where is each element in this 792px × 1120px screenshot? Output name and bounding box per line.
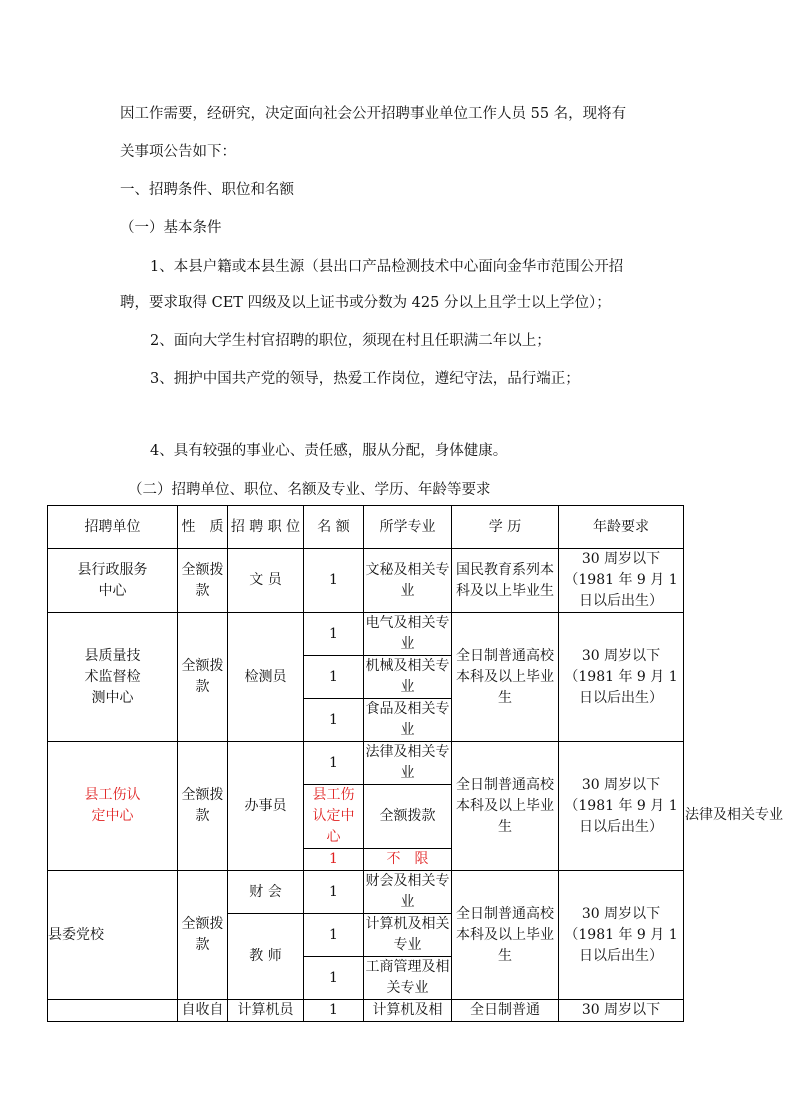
table-row [48, 1000, 684, 1022]
table-row [48, 549, 684, 613]
table-row [48, 613, 684, 656]
header-position: 招 聘 职 位 [228, 506, 304, 549]
position-cell: 计算机员 [228, 1000, 304, 1022]
quota-cell: 1 [304, 613, 364, 656]
age-cell: 30 周岁以下（1981 年 9 月 1 日以后出生） [559, 613, 684, 742]
table-row [48, 742, 684, 785]
header-quota: 名 额 [304, 506, 364, 549]
major-cell: 机械及相关专业 [364, 656, 452, 699]
major-cell: 食品及相关专业 [364, 699, 452, 742]
subsection-heading-1: （一）基本条件 [120, 220, 222, 236]
age-cell: 30 周岁以下（1981 年 9 月 1 日以后出生） [559, 871, 684, 1000]
nature-cell: 全额拨款 [178, 549, 228, 613]
quota-cell: 1 [304, 849, 364, 871]
unit-cell: 县质量技术监督检测中心 [48, 613, 178, 742]
quota-cell: 1 [304, 742, 364, 785]
major-cell: 工商管理及相关专业 [364, 957, 452, 1000]
age-cell: 30 周岁以下（1981 年 9 月 1 日以后出生） [559, 742, 684, 871]
major-cell: 法律及相关专业 [364, 742, 452, 785]
nature-cell: 全额拨款 [178, 742, 228, 871]
condition-2: 2、面向大学生村官招聘的职位，须现在村且任职满二年以上； [150, 333, 551, 349]
recruitment-table [47, 505, 684, 1022]
overflow-note: 法律及相关专业 [685, 807, 783, 823]
table-header-row [48, 506, 684, 549]
condition-4: 4、具有较强的事业心、责任感，服从分配，身体健康。 [150, 443, 508, 459]
position-cell: 文 员 [228, 549, 304, 613]
intro-line-2: 关事项公告如下： [120, 144, 236, 160]
unit-cell: 县工伤认定中心 [48, 742, 178, 871]
position-cell: 办事员 [228, 742, 304, 871]
quota-cell: 1 [304, 699, 364, 742]
subsection-heading-2: （二）招聘单位、职位、名额及专业、学历、年龄等要求 [128, 482, 491, 498]
header-age: 年龄要求 [559, 506, 684, 549]
quota-cell: 1 [304, 1000, 364, 1022]
nature-cell: 自收自 [178, 1000, 228, 1022]
major-cell: 文秘及相关专业 [364, 549, 452, 613]
major-cell: 计算机及相关专业 [364, 914, 452, 957]
unit-cell: 县委党校 [48, 871, 178, 1000]
age-cell: 30 周岁以下（1981 年 9 月 1 日以后出生） [559, 549, 684, 613]
header-education: 学 历 [452, 506, 559, 549]
intro-line-1: 因工作需要，经研究，决定面向社会公开招聘事业单位工作人员 55 名，现将有 [120, 106, 627, 122]
unit-cell [48, 1000, 178, 1022]
education-cell: 全日制普通高校本科及以上毕业生 [452, 613, 559, 742]
major-cell: 电气及相关专业 [364, 613, 452, 656]
quota-cell: 1 [304, 914, 364, 957]
nature-cell: 全额拨款 [178, 613, 228, 742]
header-unit: 招聘单位 [48, 506, 178, 549]
quota-cell: 1 [304, 549, 364, 613]
education-cell: 国民教育系列本科及以上毕业生 [452, 549, 559, 613]
quota-cell: 1 [304, 656, 364, 699]
condition-1-line-2: 聘，要求取得 CET 四级及以上证书或分数为 425 分以上且学士以上学位）； [120, 295, 611, 311]
header-major: 所学专业 [364, 506, 452, 549]
condition-3: 3、拥护中国共产党的领导，热爱工作岗位，遵纪守法，品行端正； [150, 371, 580, 387]
position-cell: 检测员 [228, 613, 304, 742]
education-cell: 全日制普通高校本科及以上毕业生 [452, 742, 559, 871]
age-cell: 30 周岁以下 [559, 1000, 684, 1022]
major-cell: 不 限 [364, 849, 452, 871]
position-cell: 教 师 [228, 914, 304, 1000]
unit-cell: 县行政服务中心 [48, 549, 178, 613]
quota-cell: 1 [304, 871, 364, 914]
major-cell: 财会及相关专业 [364, 871, 452, 914]
position-cell: 财 会 [228, 871, 304, 914]
nature-cell: 全额拨款 [178, 871, 228, 1000]
table-row [48, 871, 684, 914]
education-cell: 全日制普通 [452, 1000, 559, 1022]
quota-cell: 1 [304, 957, 364, 1000]
section-heading-1: 一、招聘条件、职位和名额 [120, 182, 294, 198]
major-cell: 全额拨款 [364, 785, 452, 849]
major-cell: 计算机及相 [364, 1000, 452, 1022]
header-nature: 性 质 [178, 506, 228, 549]
condition-1-line-1: 1、本县户籍或本县生源（县出口产品检测技术中心面向金华市范围公开招 [150, 259, 624, 275]
quota-cell: 县工伤认定中心 [304, 785, 364, 849]
education-cell: 全日制普通高校本科及以上毕业生 [452, 871, 559, 1000]
